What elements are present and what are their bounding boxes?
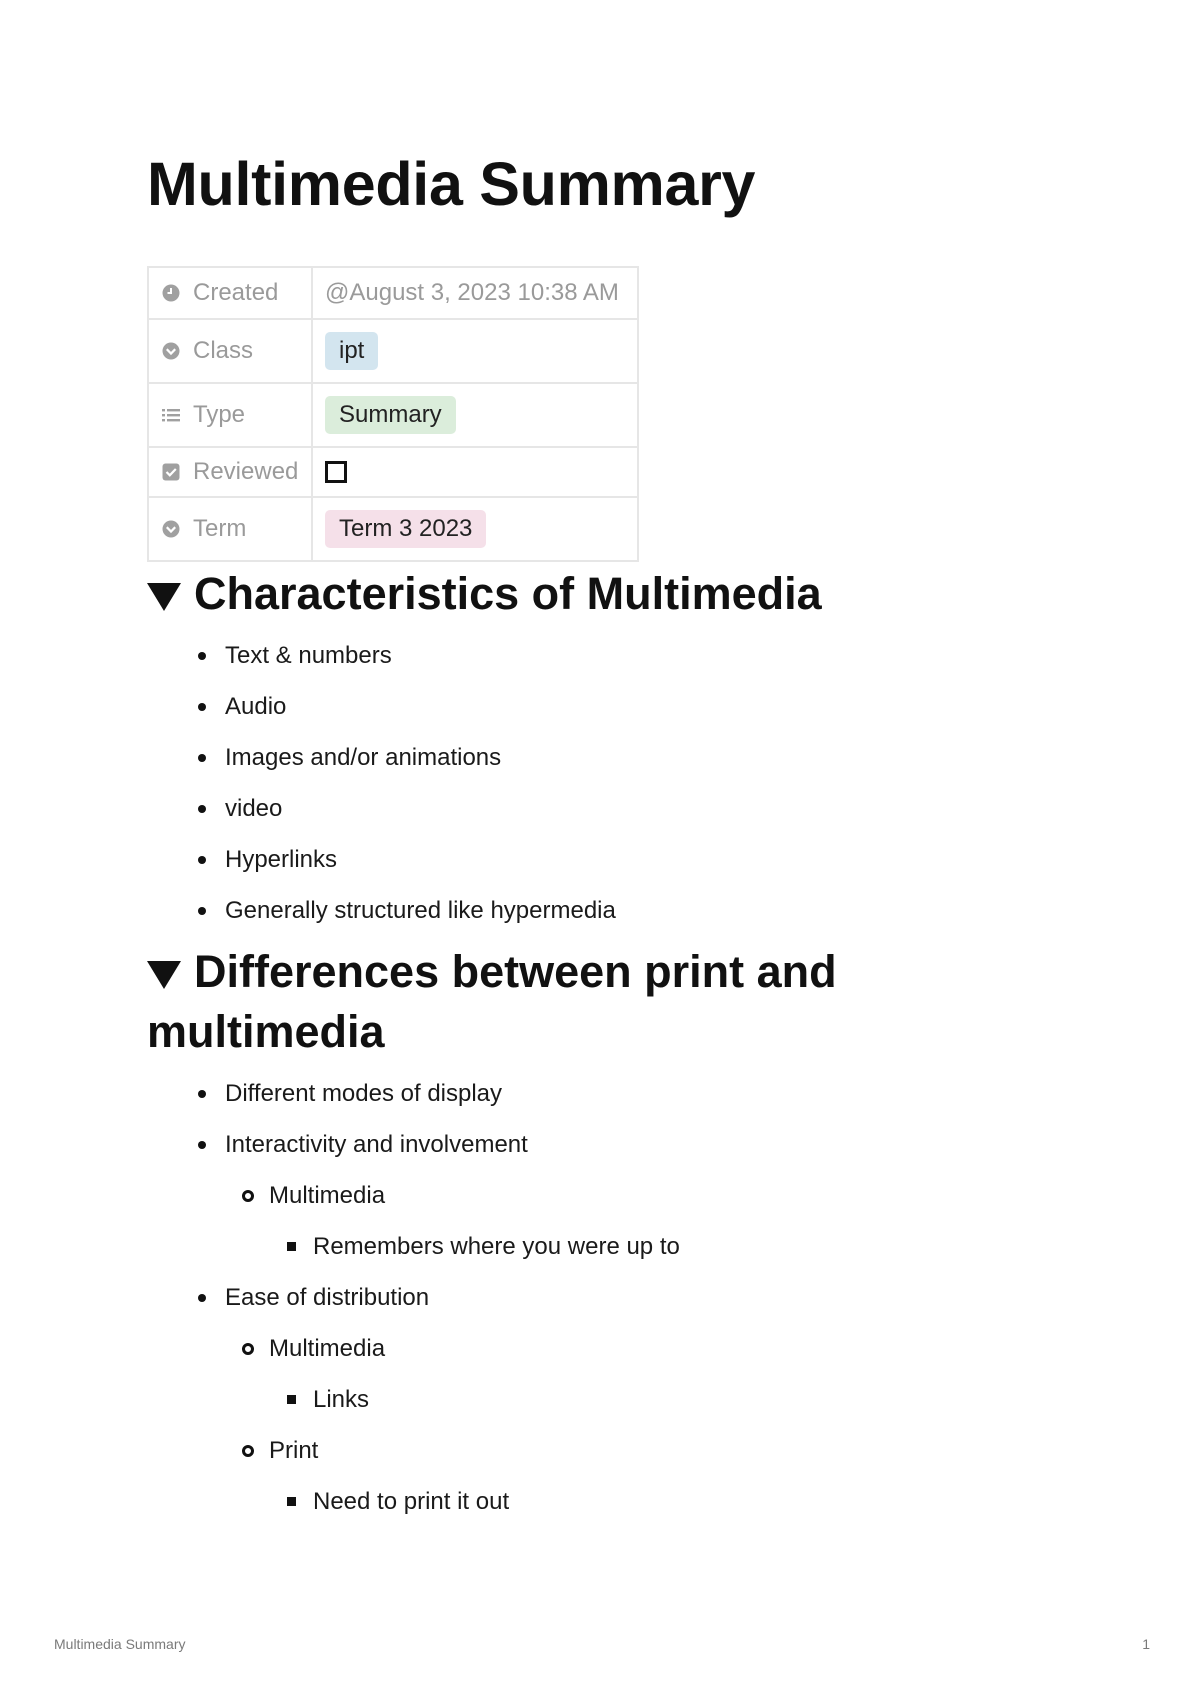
toggle-triangle-icon[interactable] [147, 961, 181, 989]
hollow-bullet-icon [242, 1343, 254, 1355]
property-key: Created [193, 279, 279, 306]
bullet-icon [198, 907, 206, 915]
list-item: video [147, 783, 1007, 834]
list-item: Interactivity and involvement [147, 1119, 1007, 1170]
property-row-class [148, 319, 638, 383]
list-item: Print [147, 1425, 1007, 1476]
section-heading[interactable]: Differences between print and multimedia [147, 946, 837, 1057]
list-item: Multimedia [147, 1170, 1007, 1221]
toggle-triangle-icon[interactable] [147, 583, 181, 611]
square-bullet-icon [287, 1497, 296, 1506]
list-item: Need to print it out [147, 1476, 1007, 1527]
section-characteristics [147, 564, 1007, 936]
list-item: Images and/or animations [147, 732, 1007, 783]
list-item: Audio [147, 681, 1007, 732]
class-tag[interactable]: ipt [325, 332, 378, 370]
bullet-icon [198, 652, 206, 660]
property-row-term [148, 497, 638, 561]
list-item: Ease of distribution [147, 1272, 1007, 1323]
bullet-icon [198, 1090, 206, 1098]
bullet-icon [198, 1141, 206, 1149]
property-key: Type [193, 401, 246, 428]
clock-icon [161, 283, 181, 303]
footer-page-number: 1 [1142, 1636, 1150, 1652]
bullet-list [147, 630, 1007, 936]
select-icon [161, 341, 181, 361]
property-key: Class [193, 337, 254, 364]
checkbox-icon [161, 462, 181, 482]
reviewed-checkbox[interactable] [325, 461, 347, 483]
square-bullet-icon [287, 1395, 296, 1404]
select-icon [161, 519, 181, 539]
bullet-icon [198, 754, 206, 762]
property-row-type [148, 383, 638, 447]
properties-table [147, 266, 639, 562]
property-key: Term [193, 515, 247, 542]
square-bullet-icon [287, 1242, 296, 1251]
list-item: Generally structured like hypermedia [147, 885, 1007, 936]
property-row-reviewed [148, 447, 638, 497]
bullet-list [147, 1068, 1007, 1527]
footer-document-name: Multimedia Summary [54, 1636, 186, 1652]
bullet-icon [198, 856, 206, 864]
list-item: Links [147, 1374, 1007, 1425]
page-title: Multimedia Summary [147, 150, 756, 218]
list-item: Remembers where you were up to [147, 1221, 1007, 1272]
created-timestamp[interactable]: @August 3, 2023 10:38 AM [325, 279, 619, 306]
list-item: Text & numbers [147, 630, 1007, 681]
property-row-created [148, 267, 638, 319]
hollow-bullet-icon [242, 1445, 254, 1457]
section-heading[interactable]: Characteristics of Multimedia [147, 564, 1007, 624]
list-icon [161, 405, 181, 425]
term-tag[interactable]: Term 3 2023 [325, 510, 486, 548]
list-item: Hyperlinks [147, 834, 1007, 885]
list-item: Multimedia [147, 1323, 1007, 1374]
bullet-icon [198, 1294, 206, 1302]
property-key: Reviewed [193, 458, 299, 485]
list-item: Different modes of display [147, 1068, 1007, 1119]
type-tag[interactable]: Summary [325, 396, 456, 434]
section-differences [147, 942, 1007, 1527]
hollow-bullet-icon [242, 1190, 254, 1202]
bullet-icon [198, 805, 206, 813]
bullet-icon [198, 703, 206, 711]
